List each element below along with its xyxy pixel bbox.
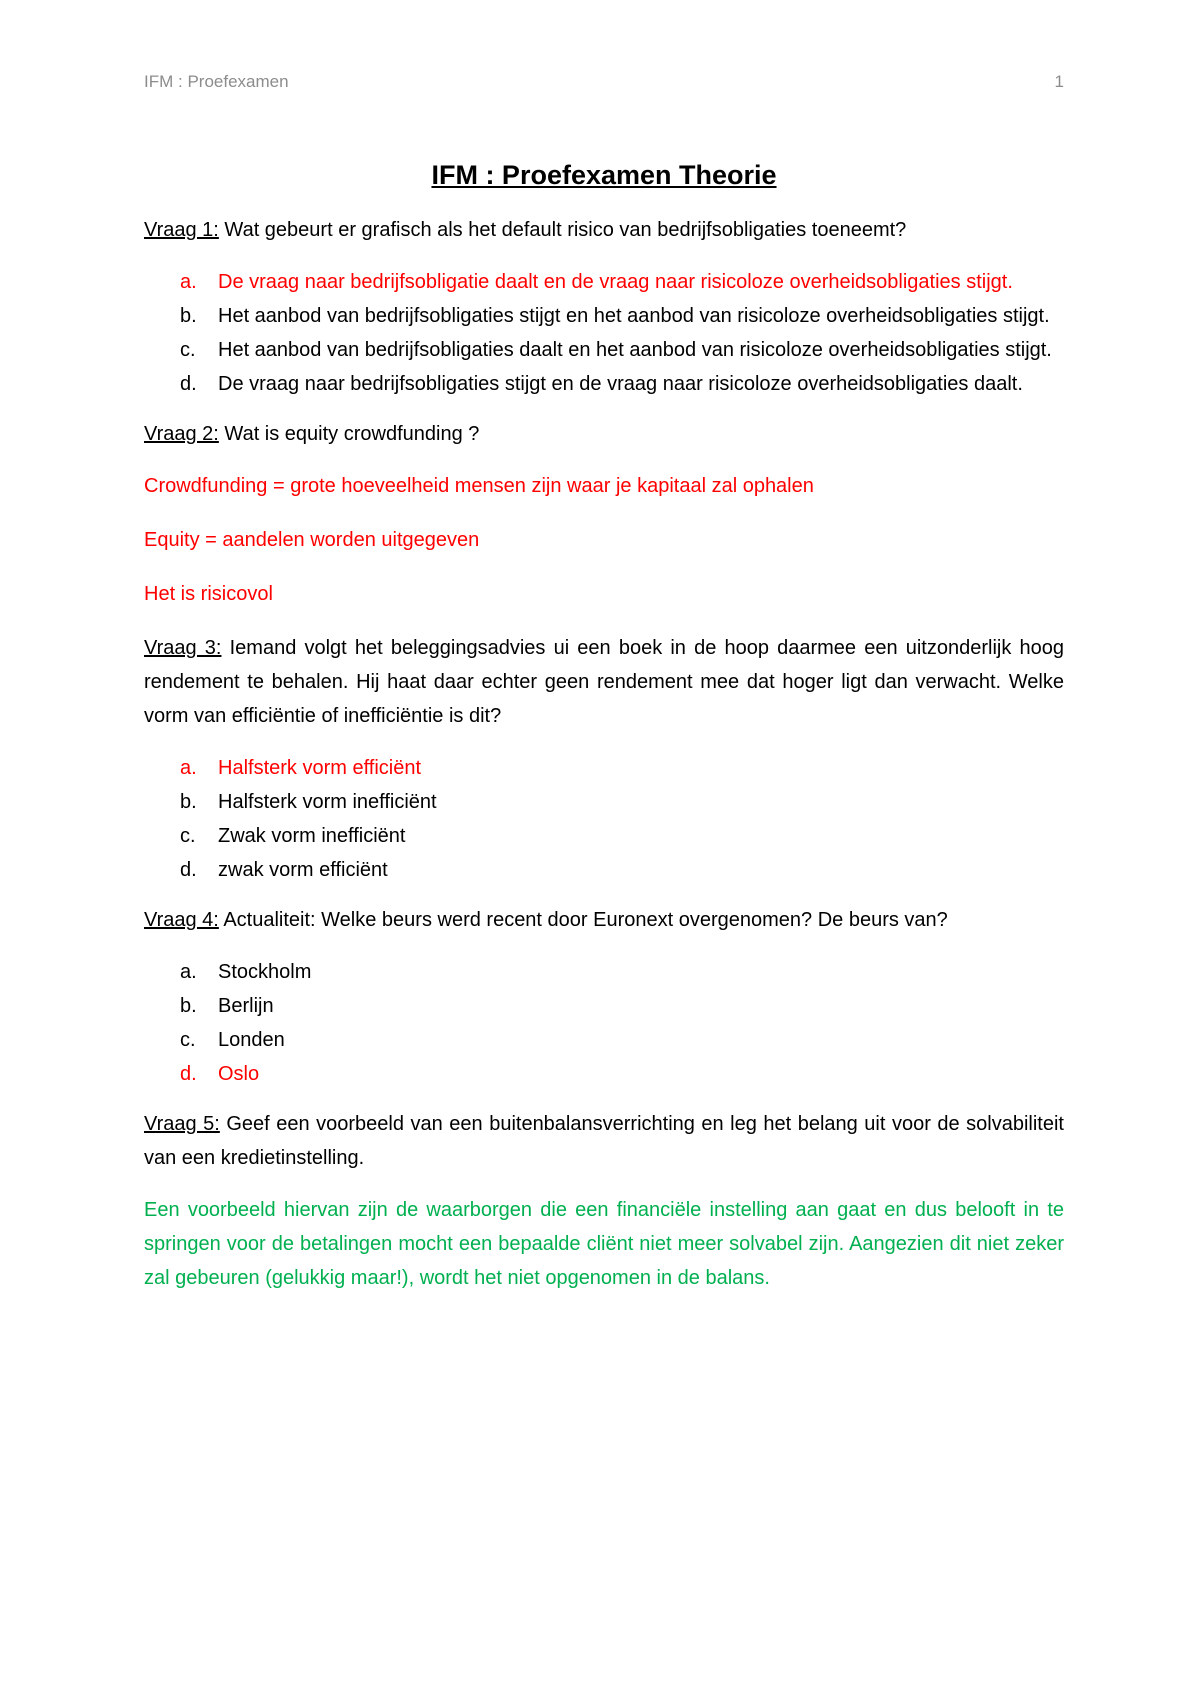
question-4-option-d xyxy=(144,1057,1064,1091)
question-5-answer: Een voorbeeld hiervan zijn de waarborgen die een financiële instelling aan gaat en dus belooft in te springen voor de betalingen mocht een bepaalde cliënt niet meer solvabel zijn. Aangezien dit niet zeker zal gebeuren (gelukkig maar!), wordt het niet opgenomen in de balans. xyxy=(144,1199,1064,1289)
question-4-options xyxy=(144,955,1064,1091)
question-3-option-b xyxy=(144,785,1064,819)
question-3 xyxy=(144,631,1064,733)
question-3-option-d xyxy=(144,853,1064,887)
option-letter: d. xyxy=(180,859,197,881)
option-text: Oslo xyxy=(218,1063,260,1085)
option-text: Het aanbod van bedrijfsobligaties stijgt en het aanbod van risicoloze overheidsobligaties stijgt. xyxy=(218,305,1050,327)
question-1-option-d xyxy=(144,367,1064,401)
header-title: IFM : Proefexamen xyxy=(144,72,289,91)
option-text: De vraag naar bedrijfsobligaties stijgt en de vraag naar risicoloze overheidsobligaties daalt. xyxy=(218,373,1023,395)
option-text: Londen xyxy=(218,1029,285,1051)
question-2-label: Vraag 2: xyxy=(144,423,219,445)
option-letter: d. xyxy=(180,1063,197,1085)
option-letter: a. xyxy=(180,757,197,779)
question-2-answer-2: Equity = aandelen worden uitgegeven xyxy=(144,529,480,551)
question-4-label: Vraag 4: xyxy=(144,909,219,931)
document-title: IFM : Proefexamen Theorie xyxy=(431,160,777,190)
option-text: Zwak vorm inefficiënt xyxy=(218,825,406,847)
question-3-text: Iemand volgt het beleggingsadvies ui een boek in de hoop daarmee een uitzonderlijk hoog rendement te behalen. Hij haat daar echter geen rendement mee dat hoger ligt dan verwacht. Welke vorm van efficiëntie of inefficiëntie is dit? xyxy=(144,637,1064,727)
question-1-text: Wat gebeurt er grafisch als het default risico van bedrijfsobligaties toeneemt? xyxy=(218,219,907,241)
option-letter: a. xyxy=(180,961,197,983)
option-text: Halfsterk vorm inefficiënt xyxy=(218,791,437,813)
question-4 xyxy=(144,903,1064,937)
option-letter: b. xyxy=(180,995,197,1017)
option-letter: d. xyxy=(180,373,197,395)
question-2-text: Wat is equity crowdfunding ? xyxy=(218,423,480,445)
question-1-option-a xyxy=(144,265,1064,299)
option-letter: c. xyxy=(180,1029,196,1051)
option-text: Het aanbod van bedrijfsobligaties daalt en het aanbod van risicoloze overheidsobligaties stijgt. xyxy=(218,339,1052,361)
question-2-answer-1: Crowdfunding = grote hoeveelheid mensen zijn waar je kapitaal zal ophalen xyxy=(144,475,814,497)
question-3-option-c xyxy=(144,819,1064,853)
option-letter: a. xyxy=(180,271,197,293)
question-3-label: Vraag 3: xyxy=(144,637,222,659)
option-letter: c. xyxy=(180,825,196,847)
page-number: 1 xyxy=(1054,72,1064,91)
document-body xyxy=(144,155,1064,1315)
question-3-option-a xyxy=(144,751,1064,785)
question-4-option-b xyxy=(144,989,1064,1023)
question-1-options xyxy=(144,265,1064,401)
option-letter: b. xyxy=(180,305,197,327)
option-text: De vraag naar bedrijfsobligatie daalt en de vraag naar risicoloze overheidsobligaties stijgt. xyxy=(218,271,1013,293)
question-4-option-c xyxy=(144,1023,1064,1057)
option-text: zwak vorm efficiënt xyxy=(218,859,388,881)
question-5-label: Vraag 5: xyxy=(144,1113,220,1135)
option-text: Halfsterk vorm efficiënt xyxy=(218,757,422,779)
option-text: Stockholm xyxy=(218,961,312,983)
question-4-text: Actualiteit: Welke beurs werd recent door Euronext overgenomen? De beurs van? xyxy=(218,909,948,931)
question-2-answer-3: Het is risicovol xyxy=(144,583,273,605)
question-5 xyxy=(144,1107,1064,1175)
question-1-option-c xyxy=(144,333,1064,367)
question-5-text: Geef een voorbeeld van een buitenbalansverrichting en leg het belang uit voor de solvabiliteit van een kredietinstelling. xyxy=(144,1113,1064,1169)
question-1-option-b xyxy=(144,299,1064,333)
question-2 xyxy=(144,417,1064,451)
option-text: Berlijn xyxy=(218,995,274,1017)
running-header xyxy=(144,72,1064,92)
question-4-option-a xyxy=(144,955,1064,989)
question-1 xyxy=(144,213,1064,247)
question-1-label: Vraag 1: xyxy=(144,219,219,241)
option-letter: c. xyxy=(180,339,196,361)
option-letter: b. xyxy=(180,791,197,813)
question-3-options xyxy=(144,751,1064,887)
